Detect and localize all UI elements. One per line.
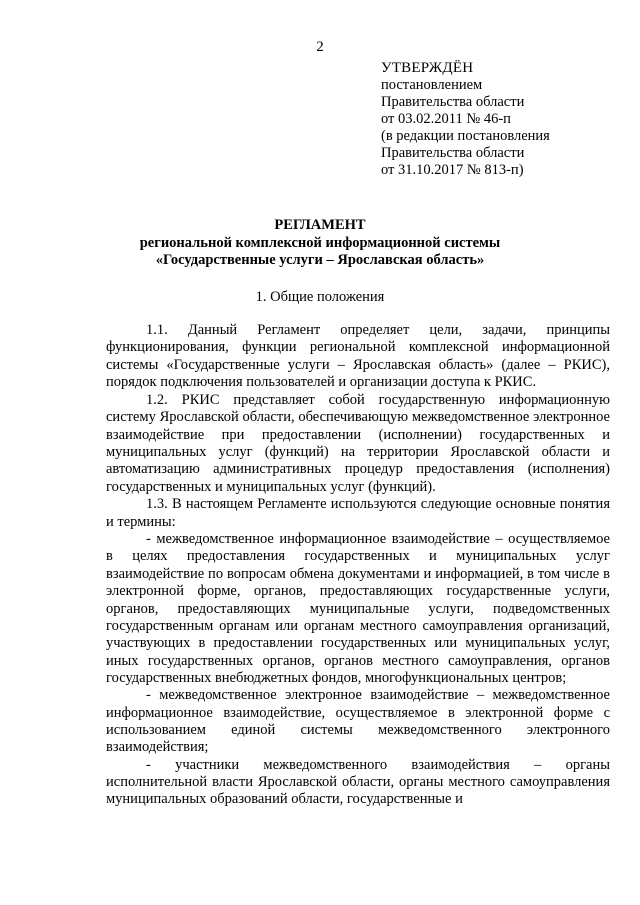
document-body [106,322,610,809]
approval-line: от 03.02.2011 № 46-п [381,111,511,127]
section-heading: 1. Общие положения [255,289,385,305]
approval-heading: УТВЕРЖДЁН [381,60,474,76]
term-definition: - межведомственное информационное взаимодействие – осуществляемое в целях предоставления государственных и муниципальных услуг взаимодействие по вопросам обмена документами и информацией, в том числе в электронной форме, органов, предоставляющих государственные услуги, органов, предоставляющих муниципальные услуги, подведомственных государственным органам или органам местного самоуправления организаций, участвующих в предоставлении государственных или муниципальных услуг, иных государственных органов, органов местного самоуправления, органов государственных внебюджетных фондов, многофункциональных центров; [106,531,610,686]
page-number: 2 [316,39,324,55]
title-line: РЕГЛАМЕНТ [274,217,366,233]
approval-line: (в редакции постановления [381,128,550,144]
document-title [0,217,640,270]
term-definition: - межведомственное электронное взаимодействие – межведомственное информационное взаимодействие, осуществляемое в электронной форме с использованием единой системы межведомственного электронного взаимодействия; [106,687,610,756]
paragraph: 1.3. В настоящем Регламенте используются следующие основные понятия и термины: [106,496,610,530]
approval-line: Правительства области [381,94,525,110]
title-line: «Государственные услуги – Ярославская область» [155,252,485,268]
approval-line: постановлением [381,77,483,93]
approval-stamp [381,60,550,179]
approval-line: Правительства области [381,145,525,161]
approval-line: от 31.10.2017 № 813-п) [381,162,524,178]
paragraph: 1.2. РКИС представляет собой государственную информационную систему Ярославской области, обеспечивающую межведомственное электронное взаимодействие при предоставлении (исполнении) государственных и муниципальных услуг (функций) на территории Ярославской области и автоматизацию административных процедур предоставления (исполнения) государственных и муниципальных услуг (функций). [106,391,610,495]
paragraph: 1.1. Данный Регламент определяет цели, задачи, принципы функционирования, функции региональной комплексной информационной системы «Государственные услуги – Ярославская область» (далее – РКИС), порядок подключения пользователей и организации доступа к РКИС. [106,322,610,391]
title-line: региональной комплексной информационной системы [139,234,501,251]
term-definition: - участники межведомственного взаимодействия – органы исполнительной власти Ярославской области, органы местного самоуправления муниципальных образований области, государственные и [106,756,610,808]
